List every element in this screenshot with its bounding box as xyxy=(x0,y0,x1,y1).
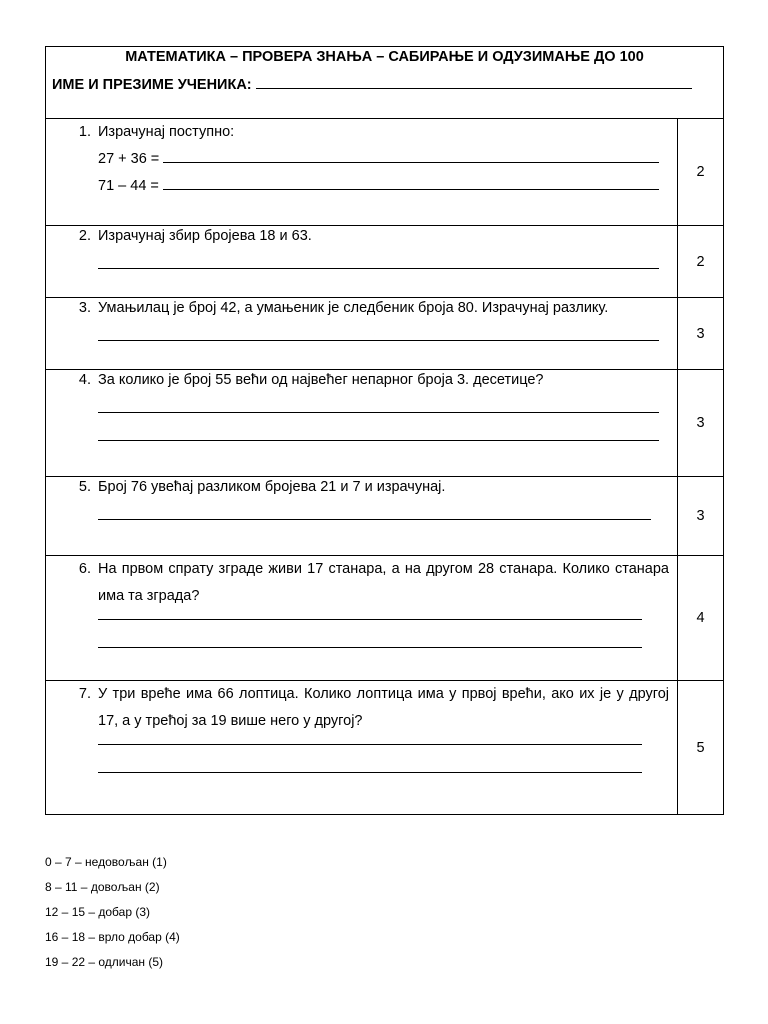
equation-1: 27 + 36 = xyxy=(98,151,160,167)
question-number: 1. xyxy=(78,124,91,140)
question-row-3 xyxy=(46,298,724,370)
question-cell-4 xyxy=(46,370,678,477)
points-cell: 3 xyxy=(678,477,724,556)
answer-line[interactable] xyxy=(98,619,642,620)
test-table xyxy=(45,46,724,815)
grade-line: 19 – 22 – одличан (5) xyxy=(45,955,164,969)
question-number: 2. xyxy=(78,228,91,244)
answer-line[interactable] xyxy=(98,744,642,745)
answer-line[interactable] xyxy=(98,772,642,773)
equation-row-1 xyxy=(98,146,659,173)
header-row xyxy=(46,47,724,119)
question-cell-1 xyxy=(46,119,678,226)
question-text: Израчунај поступно: xyxy=(98,124,235,140)
grading-scale xyxy=(45,850,180,975)
question-body xyxy=(98,556,669,648)
points-cell: 2 xyxy=(678,226,724,298)
points-cell: 4 xyxy=(678,556,724,681)
question-number: 4. xyxy=(78,372,91,388)
question-text: Број 76 увећај разликом бројева 21 и 7 и израчунај. xyxy=(98,479,446,495)
question-text: На првом спрату зграде живи 17 станара, а на другом 28 станара. Колико станара има та зграда? xyxy=(98,561,669,604)
grade-line: 16 – 18 – врло добар (4) xyxy=(45,930,180,944)
question-row-5 xyxy=(46,477,724,556)
question-text: За колико је број 55 већи од највећег непарног броја 3. десетице? xyxy=(98,372,544,388)
question-cell-7 xyxy=(46,681,678,815)
points-cell: 2 xyxy=(678,119,724,226)
question-number: 5. xyxy=(78,479,91,495)
answer-line[interactable] xyxy=(163,161,659,163)
question-body xyxy=(98,477,651,520)
question-text: Умањилац је број 42, а умањеник је следбеник броја 80. Израчунај разлику. xyxy=(98,300,609,316)
question-body xyxy=(98,681,669,773)
question-body xyxy=(98,370,659,441)
equation-2: 71 – 44 = xyxy=(98,178,159,194)
student-name-row xyxy=(52,75,723,94)
question-cell-3 xyxy=(46,298,678,370)
answer-line[interactable] xyxy=(98,519,651,520)
question-cell-5 xyxy=(46,477,678,556)
question-row-1 xyxy=(46,119,724,226)
question-cell-6 xyxy=(46,556,678,681)
answer-line[interactable] xyxy=(98,268,659,269)
answer-line[interactable] xyxy=(98,440,659,441)
question-cell-2 xyxy=(46,226,678,298)
page-title: МАТЕМАТИКА – ПРОВЕРА ЗНАЊА – САБИРАЊЕ И ОДУЗИМАЊЕ ДО 100 xyxy=(125,49,644,65)
test-sheet xyxy=(45,46,723,816)
question-row-4 xyxy=(46,370,724,477)
points-cell: 5 xyxy=(678,681,724,815)
answer-line[interactable] xyxy=(98,647,642,648)
question-number: 3. xyxy=(78,300,91,316)
points-cell: 3 xyxy=(678,370,724,477)
answer-line[interactable] xyxy=(98,340,659,341)
question-number: 6. xyxy=(78,561,91,577)
answer-line[interactable] xyxy=(98,412,659,413)
question-row-7 xyxy=(46,681,724,815)
grade-line: 0 – 7 – недовољан (1) xyxy=(45,855,167,869)
question-body xyxy=(98,226,659,269)
student-name-field[interactable] xyxy=(256,75,692,89)
equation-row-2 xyxy=(98,173,659,200)
question-body xyxy=(98,298,659,341)
grade-line: 8 – 11 – довољан (2) xyxy=(45,880,160,894)
question-text: У три вреће има 66 лоптица. Колико лоптица има у првој врећи, ако их је у другој 17, а у трећој за 19 више него у другој? xyxy=(98,686,669,729)
question-row-6 xyxy=(46,556,724,681)
student-name-label: ИМЕ И ПРЕЗИМЕ УЧЕНИКА: xyxy=(52,77,252,93)
question-body xyxy=(98,119,659,200)
question-text: Израчунај збир бројева 18 и 63. xyxy=(98,228,312,244)
grade-line: 12 – 15 – добар (3) xyxy=(45,905,150,919)
question-row-2 xyxy=(46,226,724,298)
question-number: 7. xyxy=(78,686,91,702)
answer-line[interactable] xyxy=(163,188,659,190)
header-cell xyxy=(46,47,724,119)
points-cell: 3 xyxy=(678,298,724,370)
